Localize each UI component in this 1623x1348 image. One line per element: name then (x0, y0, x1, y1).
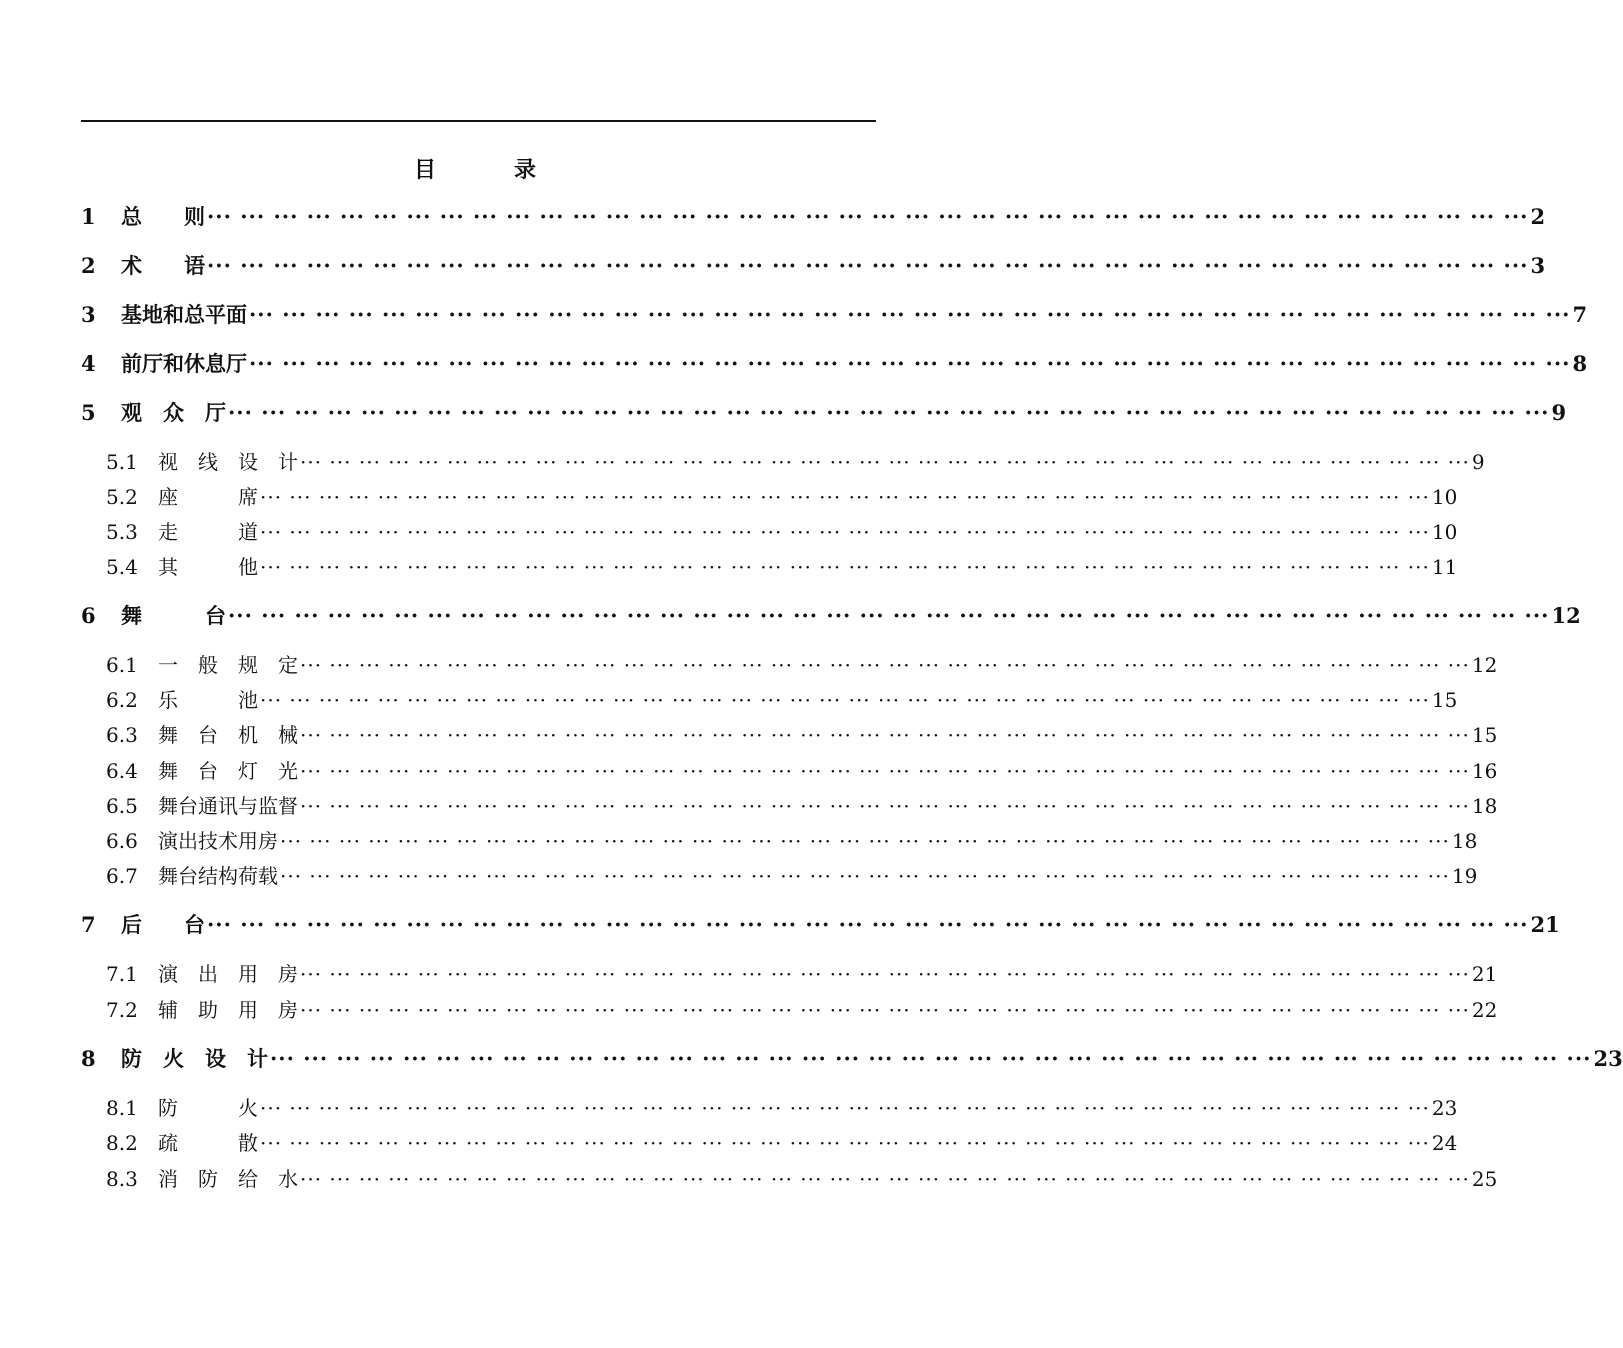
entry-title: 后 台 (121, 912, 205, 937)
entry-page: 12 (1551, 603, 1581, 628)
entry-title: 辅 助 用 房 (158, 998, 298, 1022)
entry-number: 5.2 (106, 485, 138, 509)
toc-title: 目 录 (413, 157, 564, 183)
entry-number: 8 (81, 1046, 96, 1071)
entry-page: 22 (1471, 998, 1498, 1022)
entry-number: 4 (81, 351, 96, 376)
entry-title: 乐 池 (158, 688, 258, 712)
entry-number: 6.7 (106, 864, 138, 888)
toc-entry-2[interactable] (81, 251, 1546, 281)
entry-title: 观 众 厅 (121, 400, 226, 425)
dot-leader: ··· ··· ··· ··· ··· ··· ··· ··· ··· ··· ··· ··· ··· ··· ··· ··· ··· ··· ··· ··· ··· ··· ··· ··· ··· ··· ··· ··· ··· ··· ··· ··· ··· ··· ··· ··· ··· ··· ··· ··· (300, 759, 1470, 783)
entry-page: 9 (1471, 450, 1485, 474)
entry-title: 疏 散 (158, 1131, 258, 1155)
entry-page: 18 (1471, 794, 1498, 818)
entry-page: 21 (1530, 912, 1560, 937)
entry-title: 防 火 设 计 (121, 1046, 268, 1071)
entry-title: 座 席 (158, 485, 258, 509)
entry-title: 视 线 设 计 (158, 450, 298, 474)
toc-entry-5-3[interactable] (106, 517, 1458, 547)
entry-number: 8.2 (106, 1131, 138, 1155)
entry-number: 6.2 (106, 688, 138, 712)
entry-title: 消 防 给 水 (158, 1167, 298, 1191)
entry-number: 7 (81, 912, 96, 937)
dot-leader: ··· ··· ··· ··· ··· ··· ··· ··· ··· ··· ··· ··· ··· ··· ··· ··· ··· ··· ··· ··· ··· ··· ··· ··· ··· ··· ··· ··· ··· ··· ··· ··· ··· ··· ··· ··· ··· ··· ··· ··· (300, 723, 1470, 747)
dot-leader: ··· ··· ··· ··· ··· ··· ··· ··· ··· ··· ··· ··· ··· ··· ··· ··· ··· ··· ··· ··· ··· ··· ··· ··· ··· ··· ··· ··· ··· ··· ··· ··· ··· ··· ··· ··· ··· ··· ··· ··· (228, 603, 1550, 628)
entry-page: 24 (1431, 1131, 1458, 1155)
toc-entry-6-1[interactable] (106, 650, 1498, 680)
toc-entry-6-6[interactable] (106, 826, 1478, 856)
entry-number: 5.1 (106, 450, 138, 474)
entry-page: 8 (1572, 351, 1588, 376)
entry-number: 6.1 (106, 653, 138, 677)
toc-entry-6[interactable] (81, 601, 1581, 631)
entry-title: 术 语 (121, 253, 205, 278)
toc-entry-1[interactable] (81, 202, 1546, 232)
entry-number: 8.3 (106, 1167, 138, 1191)
dot-leader: ··· ··· ··· ··· ··· ··· ··· ··· ··· ··· ··· ··· ··· ··· ··· ··· ··· ··· ··· ··· ··· ··· ··· ··· ··· ··· ··· ··· ··· ··· ··· ··· ··· ··· ··· ··· ··· ··· ··· ··· (260, 1096, 1430, 1120)
dot-leader: ··· ··· ··· ··· ··· ··· ··· ··· ··· ··· ··· ··· ··· ··· ··· ··· ··· ··· ··· ··· ··· ··· ··· ··· ··· ··· ··· ··· ··· ··· ··· ··· ··· ··· ··· ··· ··· ··· ··· ··· (249, 302, 1571, 327)
dot-leader: ··· ··· ··· ··· ··· ··· ··· ··· ··· ··· ··· ··· ··· ··· ··· ··· ··· ··· ··· ··· ··· ··· ··· ··· ··· ··· ··· ··· ··· ··· ··· ··· ··· ··· ··· ··· ··· ··· ··· ··· (260, 1131, 1430, 1155)
entry-page: 23 (1593, 1046, 1623, 1071)
toc-entry-6-7[interactable] (106, 861, 1478, 891)
dot-leader: ··· ··· ··· ··· ··· ··· ··· ··· ··· ··· ··· ··· ··· ··· ··· ··· ··· ··· ··· ··· ··· ··· ··· ··· ··· ··· ··· ··· ··· ··· ··· ··· ··· ··· ··· ··· ··· ··· ··· ··· (300, 962, 1470, 986)
entry-page: 11 (1431, 555, 1458, 579)
toc-entry-5-2[interactable] (106, 482, 1458, 512)
entry-title: 走 道 (158, 520, 258, 544)
dot-leader: ··· ··· ··· ··· ··· ··· ··· ··· ··· ··· ··· ··· ··· ··· ··· ··· ··· ··· ··· ··· ··· ··· ··· ··· ··· ··· ··· ··· ··· ··· ··· ··· ··· ··· ··· ··· ··· ··· ··· ··· (280, 829, 1450, 853)
dot-leader: ··· ··· ··· ··· ··· ··· ··· ··· ··· ··· ··· ··· ··· ··· ··· ··· ··· ··· ··· ··· ··· ··· ··· ··· ··· ··· ··· ··· ··· ··· ··· ··· ··· ··· ··· ··· ··· ··· ··· ··· (228, 400, 1550, 425)
entry-number: 6.4 (106, 759, 138, 783)
dot-leader: ··· ··· ··· ··· ··· ··· ··· ··· ··· ··· ··· ··· ··· ··· ··· ··· ··· ··· ··· ··· ··· ··· ··· ··· ··· ··· ··· ··· ··· ··· ··· ··· ··· ··· ··· ··· ··· ··· ··· ··· (260, 520, 1430, 544)
entry-number: 7.1 (106, 962, 138, 986)
entry-page: 18 (1451, 829, 1478, 853)
entry-number: 6.6 (106, 829, 138, 853)
entry-title: 一 般 规 定 (158, 653, 298, 677)
entry-number: 5 (81, 400, 96, 425)
entry-title: 其 他 (158, 555, 258, 579)
toc-entry-5[interactable] (81, 398, 1567, 428)
entry-page: 21 (1471, 962, 1498, 986)
entry-title: 基地和总平面 (121, 302, 247, 327)
toc-entry-3[interactable] (81, 300, 1588, 330)
toc-entry-8-2[interactable] (106, 1128, 1458, 1158)
toc-entry-8-1[interactable] (106, 1093, 1458, 1123)
entry-title: 演出技术用房 (158, 829, 278, 853)
entry-number: 2 (81, 253, 96, 278)
entry-number: 5.3 (106, 520, 138, 544)
toc-entry-5-1[interactable] (106, 447, 1485, 477)
toc-entry-8-3[interactable] (106, 1164, 1498, 1194)
dot-leader: ··· ··· ··· ··· ··· ··· ··· ··· ··· ··· ··· ··· ··· ··· ··· ··· ··· ··· ··· ··· ··· ··· ··· ··· ··· ··· ··· ··· ··· ··· ··· ··· ··· ··· ··· ··· ··· ··· ··· ··· (300, 794, 1470, 818)
entry-page: 2 (1530, 204, 1546, 229)
dot-leader: ··· ··· ··· ··· ··· ··· ··· ··· ··· ··· ··· ··· ··· ··· ··· ··· ··· ··· ··· ··· ··· ··· ··· ··· ··· ··· ··· ··· ··· ··· ··· ··· ··· ··· ··· ··· ··· ··· ··· ··· (280, 864, 1450, 888)
entry-page: 16 (1471, 759, 1498, 783)
entry-number: 1 (81, 204, 96, 229)
entry-page: 15 (1431, 688, 1458, 712)
entry-title: 舞 台 机 械 (158, 723, 298, 747)
toc-entry-7-2[interactable] (106, 995, 1498, 1025)
dot-leader: ··· ··· ··· ··· ··· ··· ··· ··· ··· ··· ··· ··· ··· ··· ··· ··· ··· ··· ··· ··· ··· ··· ··· ··· ··· ··· ··· ··· ··· ··· ··· ··· ··· ··· ··· ··· ··· ··· ··· ··· (270, 1046, 1592, 1071)
dot-leader: ··· ··· ··· ··· ··· ··· ··· ··· ··· ··· ··· ··· ··· ··· ··· ··· ··· ··· ··· ··· ··· ··· ··· ··· ··· ··· ··· ··· ··· ··· ··· ··· ··· ··· ··· ··· ··· ··· ··· ··· (300, 998, 1470, 1022)
entry-page: 19 (1451, 864, 1478, 888)
dot-leader: ··· ··· ··· ··· ··· ··· ··· ··· ··· ··· ··· ··· ··· ··· ··· ··· ··· ··· ··· ··· ··· ··· ··· ··· ··· ··· ··· ··· ··· ··· ··· ··· ··· ··· ··· ··· ··· ··· ··· ··· (260, 485, 1430, 509)
entry-number: 6 (81, 603, 96, 628)
toc-entry-6-3[interactable] (106, 720, 1498, 750)
dot-leader: ··· ··· ··· ··· ··· ··· ··· ··· ··· ··· ··· ··· ··· ··· ··· ··· ··· ··· ··· ··· ··· ··· ··· ··· ··· ··· ··· ··· ··· ··· ··· ··· ··· ··· ··· ··· ··· ··· ··· ··· (260, 688, 1430, 712)
toc-entry-5-4[interactable] (106, 552, 1458, 582)
toc-entry-6-2[interactable] (106, 685, 1458, 715)
toc-entry-6-5[interactable] (106, 791, 1498, 821)
toc-entry-6-4[interactable] (106, 756, 1498, 786)
entry-title: 舞台通讯与监督 (158, 794, 298, 818)
dot-leader: ··· ··· ··· ··· ··· ··· ··· ··· ··· ··· ··· ··· ··· ··· ··· ··· ··· ··· ··· ··· ··· ··· ··· ··· ··· ··· ··· ··· ··· ··· ··· ··· ··· ··· ··· ··· ··· ··· ··· ··· (300, 1167, 1470, 1191)
entry-title: 总 则 (121, 204, 205, 229)
toc-entry-8[interactable] (81, 1044, 1623, 1074)
entry-page: 9 (1551, 400, 1567, 425)
entry-number: 5.4 (106, 555, 138, 579)
entry-page: 23 (1431, 1096, 1458, 1120)
dot-leader: ··· ··· ··· ··· ··· ··· ··· ··· ··· ··· ··· ··· ··· ··· ··· ··· ··· ··· ··· ··· ··· ··· ··· ··· ··· ··· ··· ··· ··· ··· ··· ··· ··· ··· ··· ··· ··· ··· ··· ··· (300, 450, 1470, 474)
dot-leader: ··· ··· ··· ··· ··· ··· ··· ··· ··· ··· ··· ··· ··· ··· ··· ··· ··· ··· ··· ··· ··· ··· ··· ··· ··· ··· ··· ··· ··· ··· ··· ··· ··· ··· ··· ··· ··· ··· ··· ··· (207, 204, 1529, 229)
entry-number: 6.5 (106, 794, 138, 818)
entry-page: 12 (1471, 653, 1498, 677)
toc-entry-7[interactable] (81, 910, 1560, 940)
entry-number: 6.3 (106, 723, 138, 747)
entry-title: 演 出 用 房 (158, 962, 298, 986)
dot-leader: ··· ··· ··· ··· ··· ··· ··· ··· ··· ··· ··· ··· ··· ··· ··· ··· ··· ··· ··· ··· ··· ··· ··· ··· ··· ··· ··· ··· ··· ··· ··· ··· ··· ··· ··· ··· ··· ··· ··· ··· (249, 351, 1571, 376)
entry-number: 7.2 (106, 998, 138, 1022)
dot-leader: ··· ··· ··· ··· ··· ··· ··· ··· ··· ··· ··· ··· ··· ··· ··· ··· ··· ··· ··· ··· ··· ··· ··· ··· ··· ··· ··· ··· ··· ··· ··· ··· ··· ··· ··· ··· ··· ··· ··· ··· (207, 253, 1529, 278)
toc-entry-7-1[interactable] (106, 959, 1498, 989)
entry-page: 25 (1471, 1167, 1498, 1191)
entry-page: 7 (1572, 302, 1588, 327)
dot-leader: ··· ··· ··· ··· ··· ··· ··· ··· ··· ··· ··· ··· ··· ··· ··· ··· ··· ··· ··· ··· ··· ··· ··· ··· ··· ··· ··· ··· ··· ··· ··· ··· ··· ··· ··· ··· ··· ··· ··· ··· (300, 653, 1470, 677)
entry-page: 10 (1431, 485, 1458, 509)
entry-title: 舞台结构荷载 (158, 864, 278, 888)
toc-entry-4[interactable] (81, 349, 1588, 379)
entry-number: 3 (81, 302, 96, 327)
dot-leader: ··· ··· ··· ··· ··· ··· ··· ··· ··· ··· ··· ··· ··· ··· ··· ··· ··· ··· ··· ··· ··· ··· ··· ··· ··· ··· ··· ··· ··· ··· ··· ··· ··· ··· ··· ··· ··· ··· ··· ··· (260, 555, 1430, 579)
entry-title: 舞 台 (121, 603, 226, 628)
entry-title: 舞 台 灯 光 (158, 759, 298, 783)
dot-leader: ··· ··· ··· ··· ··· ··· ··· ··· ··· ··· ··· ··· ··· ··· ··· ··· ··· ··· ··· ··· ··· ··· ··· ··· ··· ··· ··· ··· ··· ··· ··· ··· ··· ··· ··· ··· ··· ··· ··· ··· (207, 912, 1529, 937)
entry-number: 8.1 (106, 1096, 138, 1120)
entry-title: 防 火 (158, 1096, 258, 1120)
entry-page: 15 (1471, 723, 1498, 747)
entry-title: 前厅和休息厅 (121, 351, 247, 376)
entry-page: 10 (1431, 520, 1458, 544)
entry-page: 3 (1530, 253, 1546, 278)
